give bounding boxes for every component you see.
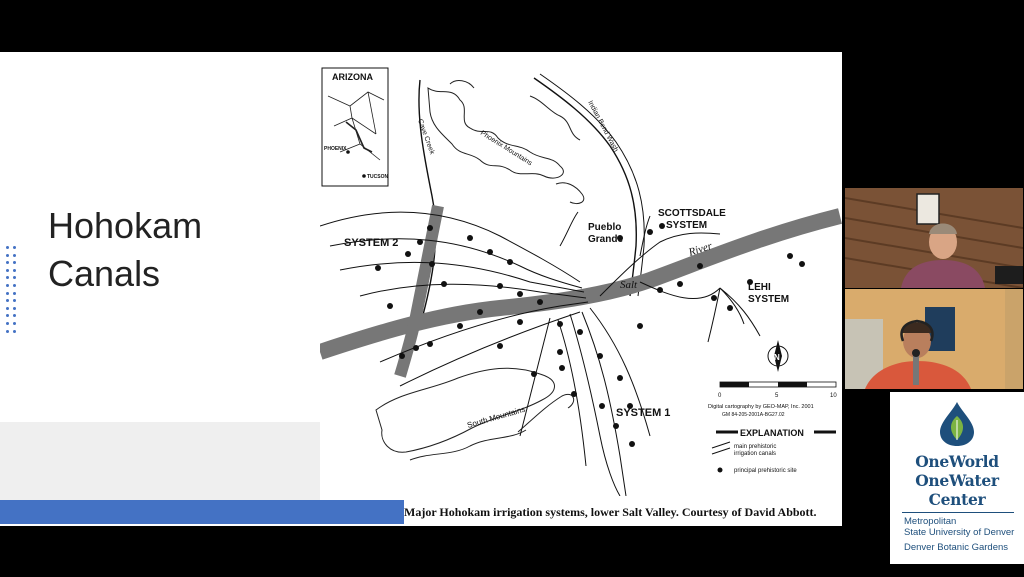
participant-1-image xyxy=(845,188,1023,288)
decorative-dot xyxy=(13,307,16,310)
slide-title-line2: Canals xyxy=(48,253,161,294)
cartography-id: GM 84-205-2001A-BG27.02 xyxy=(722,412,785,418)
legend-site: principal prehistoric site xyxy=(734,468,797,474)
logo-text-line3: Center xyxy=(928,490,986,509)
cave-creek-label: Cave Creek xyxy=(416,118,436,156)
scale-tick-5: 5 xyxy=(775,393,779,399)
indian-bend-wash-label: Indian Bend Wash xyxy=(586,99,620,154)
map-image xyxy=(320,56,842,496)
pueblo-grande-label-line2: Grande xyxy=(588,234,624,245)
decorative-dot xyxy=(6,314,9,317)
inset-title: ARIZONA xyxy=(332,72,373,82)
north-label: N xyxy=(774,353,780,362)
map-caption: Major Hohokam irrigation systems, lower Salt Valley. Courtesy of David Abbott. xyxy=(404,505,817,519)
decorative-dots xyxy=(6,246,22,338)
decorative-dot xyxy=(6,292,9,295)
river-label: River xyxy=(687,240,714,259)
decorative-dot xyxy=(13,246,16,249)
decorative-dot xyxy=(6,254,9,257)
decorative-dot xyxy=(6,269,9,272)
decorative-dot xyxy=(13,269,16,272)
participant-video-2[interactable] xyxy=(845,289,1023,389)
cartography-credit: Digital cartography by GEO-MAP, Inc. 2001 xyxy=(708,404,814,410)
water-drop-leaf-icon xyxy=(936,402,978,446)
slide-title xyxy=(48,202,202,298)
grey-accent-bar xyxy=(0,422,320,502)
scottsdale-label-line2: SYSTEM xyxy=(666,220,708,231)
presentation-slide xyxy=(0,52,842,526)
logo-text-line1: OneWorld xyxy=(915,452,999,471)
south-mountains-label: South Mountains xyxy=(466,404,527,430)
arizona-inset-map xyxy=(322,68,389,186)
decorative-dot xyxy=(13,261,16,264)
legend-title: EXPLANATION xyxy=(740,428,804,438)
decorative-dot xyxy=(6,284,9,287)
decorative-dot xyxy=(6,246,9,249)
scale-tick-10: 10 xyxy=(830,393,837,399)
decorative-dot xyxy=(13,330,16,333)
decorative-dot xyxy=(13,284,16,287)
inset-city-phoenix: PHOENIX xyxy=(324,146,347,152)
system-1-label: SYSTEM 1 xyxy=(616,407,671,419)
phoenix-mountains-label: Phoenix Mountains xyxy=(478,129,534,168)
salt-label: Salt xyxy=(620,279,638,291)
decorative-dot xyxy=(6,276,9,279)
scale-tick-0: 0 xyxy=(718,393,722,399)
decorative-dot xyxy=(6,330,9,333)
logo-subtitle-line3: Denver Botanic Gardens xyxy=(904,542,1009,553)
participant-2-image xyxy=(845,289,1023,389)
decorative-dot xyxy=(13,322,16,325)
logo-subtitle-line2: State University of Denver xyxy=(904,527,1015,538)
lehi-label-line1: LEHI xyxy=(748,282,771,293)
legend-canal-line2: irrigation canals xyxy=(734,451,777,457)
decorative-dot xyxy=(13,314,16,317)
hohokam-canal-map xyxy=(320,56,842,526)
system-2-label: SYSTEM 2 xyxy=(344,237,399,249)
decorative-dot xyxy=(13,254,16,257)
scottsdale-label-line1: SCOTTSDALE xyxy=(658,208,726,219)
oneworld-onewater-logo xyxy=(890,392,1024,564)
decorative-dot xyxy=(13,292,16,295)
decorative-dot xyxy=(6,307,9,310)
logo-text-line2: OneWater xyxy=(915,471,999,490)
slide-title-line1: Hohokam xyxy=(48,205,203,246)
lehi-label-line2: SYSTEM xyxy=(748,294,790,305)
legend-canal-line1: main prehistoric xyxy=(734,444,777,450)
decorative-dot xyxy=(6,322,9,325)
inset-city-tucson: TUCSON xyxy=(367,174,389,180)
pueblo-grande-label-line1: Pueblo xyxy=(588,222,622,233)
logo-subtitle-line1: Metropolitan xyxy=(904,516,957,527)
decorative-dot xyxy=(13,299,16,302)
decorative-dot xyxy=(6,261,9,264)
participant-video-1[interactable] xyxy=(845,188,1023,288)
decorative-dot xyxy=(6,299,9,302)
decorative-dot xyxy=(13,276,16,279)
logo-divider xyxy=(902,512,1014,513)
